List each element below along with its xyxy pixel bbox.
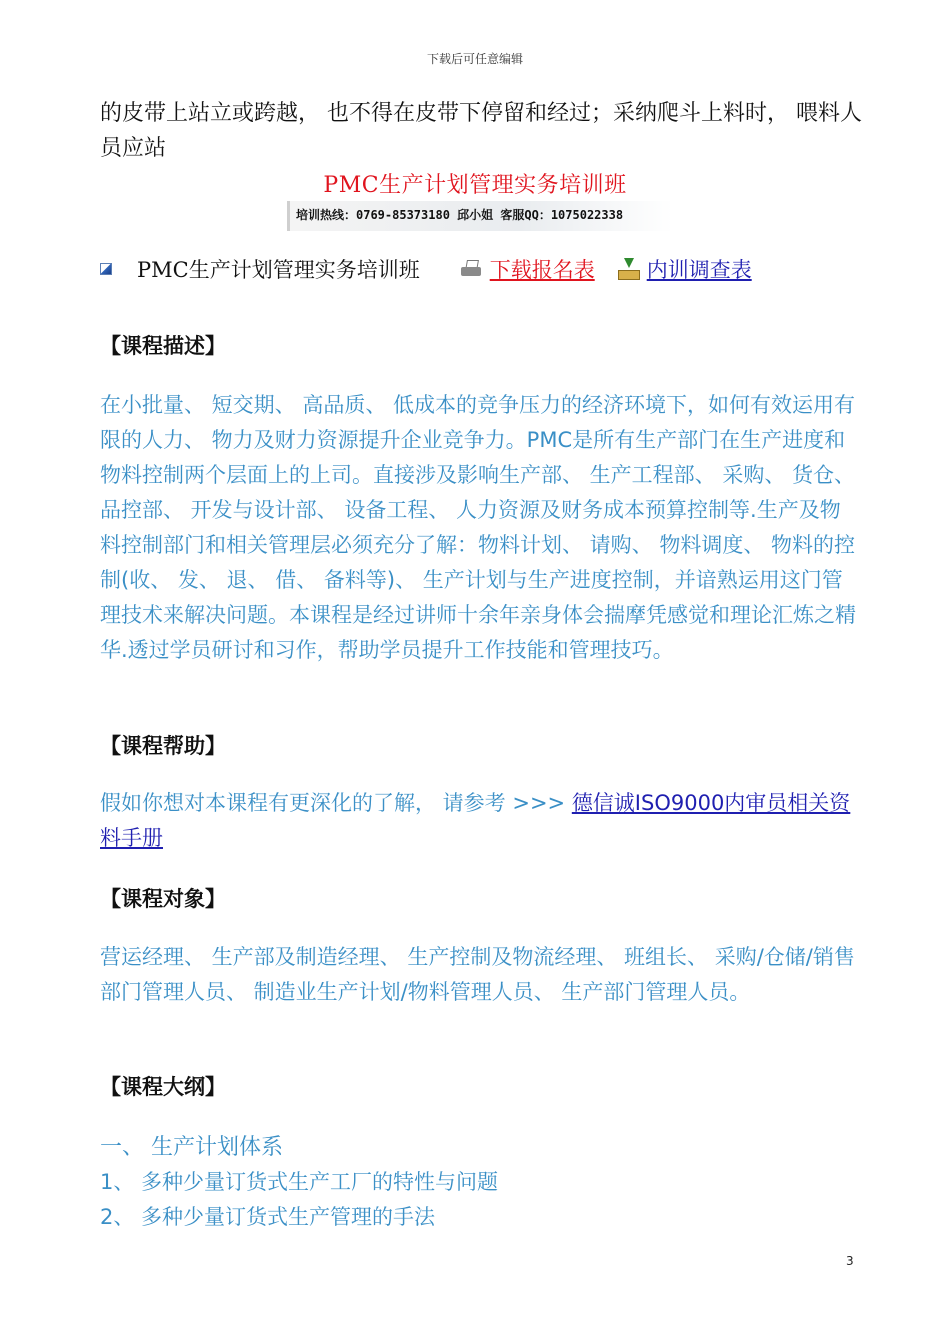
- outline-item: 1、 多种少量订货式生产工厂的特性与问题: [100, 1170, 499, 1194]
- page-number: 3: [846, 1254, 854, 1268]
- outline-section-title: 一、 生产计划体系: [100, 1135, 283, 1160]
- outline-heading: 【课程大纲】: [100, 1075, 226, 1099]
- outline-item: 2、 多种少量订货式生产管理的手法: [100, 1205, 436, 1229]
- course-name: PMC生产计划管理实务培训班: [137, 258, 420, 282]
- hotline-banner: 培训热线：0769-85373180 邱小姐 客服QQ：1075022338: [287, 201, 673, 231]
- help-paragraph: [100, 786, 860, 856]
- description-paragraph: 在小批量、 短交期、 高品质、 低成本的竞争压力的经济环境下，如何有效运用有限的人力、 物力及财力资源提升企业竞争力。PMC是所有生产部门在生产进度和物料控制两个层面上的上司。直接涉及影响生产部、 生产工程部、 采购、 货仓、 品控部、 开发与设计部、 设备工程、 人力资源及财务成本预算控制等.生产及物料控制部门和相关管理层必须充分了解：物料计划、 请购、 物料调度、 物料的控制(收、 发、 退、 借、 备料等)、 生产计划与生产进度控制，并谙熟运用这门管理技术来解决问题。本课程是经过讲师十余年亲身体会揣摩凭感觉和理论汇炼之精华.透过学员研讨和习作，帮助学员提升工作技能和管理技巧。: [100, 393, 856, 662]
- bullet-icon: [100, 263, 112, 275]
- help-heading: 【课程帮助】: [100, 734, 226, 758]
- help-text: 假如你想对本课程有更深化的了解， 请参考 >>>: [100, 791, 572, 815]
- inbox-download-icon[interactable]: [617, 258, 639, 280]
- banner-title: PMC生产计划管理实务培训班: [323, 173, 627, 198]
- download-registration-link[interactable]: 下载报名表: [489, 258, 595, 282]
- description-heading: 【课程描述】: [100, 334, 226, 358]
- audience-heading: 【课程对象】: [100, 887, 226, 911]
- printer-icon[interactable]: [460, 259, 482, 279]
- page-header-note: 下载后可任意编辑: [426, 52, 523, 66]
- reference-manual-link[interactable]: 德信诚ISO9000内审员相关资料手册: [100, 791, 851, 850]
- training-survey-link[interactable]: 内训调查表: [646, 258, 752, 282]
- course-row: [100, 252, 870, 286]
- intro-paragraph: 的皮带上站立或跨越， 也不得在皮带下停留和经过；采纳爬斗上料时， 喂料人员应站: [100, 101, 862, 161]
- audience-paragraph: 营运经理、 生产部及制造经理、 生产控制及物流经理、 班组长、 采购/仓储/销售部门管理人员、 制造业生产计划/物料管理人员、 生产部门管理人员。: [100, 945, 855, 1004]
